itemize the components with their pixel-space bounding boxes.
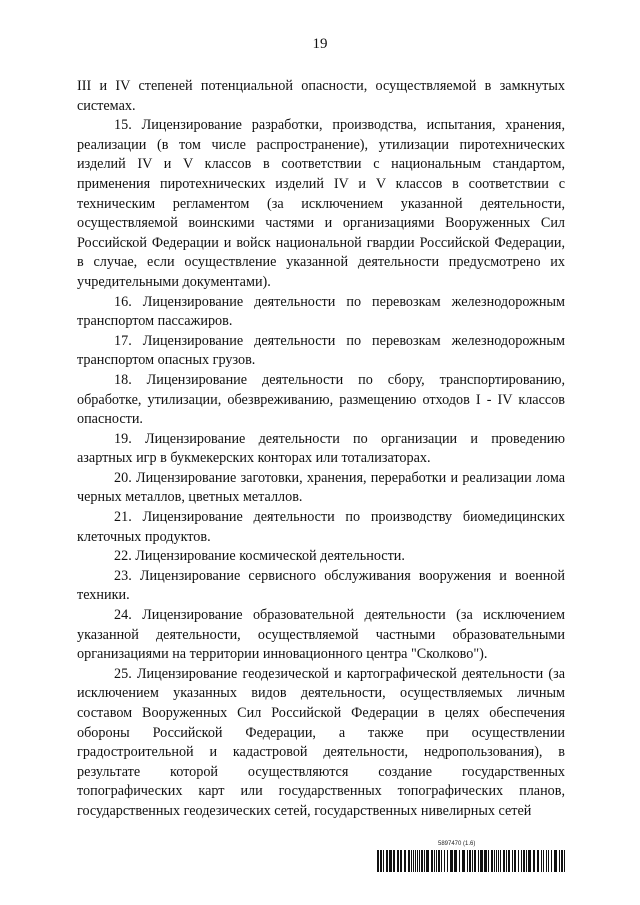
paragraph-item-20: 20. Лицензирование заготовки, хранения, переработки и реализации лома черных металлов, цветных металлов. (77, 469, 565, 506)
paragraph-item-16: 16. Лицензирование деятельности по перевозкам железнодорожным транспортом пассажиров. (77, 293, 565, 330)
paragraph-item-22: 22. Лицензирование космической деятельности. (114, 548, 405, 565)
paragraph-item-15: 15. Лицензирование разработки, производства, испытания, хранения, реализации (в том числе распространение), утилизации пиротехнических изделий IV и V классов в соответствии с национальным стандартом, применения пиротехнических изделий IV и V классов в соответствии с техническим регламентом (за исключением указанной деятельности, осуществляемой воинскими частями и организациями Вооруженных Сил Российской Федерации и войск национальной гвардии Российской Федерации, в случае, если осуществление указанной деятельности предусмотрено их учредительными документами). (77, 117, 565, 290)
document-body (77, 77, 565, 822)
barcode-icon (377, 850, 565, 872)
paragraph-continuation: III и IV степеней потенциальной опасности, осуществляемой в замкнутых системах. (77, 78, 565, 114)
paragraph-item-23: 23. Лицензирование сервисного обслуживания вооружения и военной техники. (77, 567, 565, 604)
page-number: 19 (312, 36, 328, 52)
paragraph-item-21: 21. Лицензирование деятельности по производству биомедицинских клеточных продуктов. (77, 509, 565, 545)
paragraph-item-25: 25. Лицензирование геодезической и картографической деятельности (за исключением указанных видов деятельности, осуществляемых личным составом Вооруженных Сил Российской Федерации в целях обеспечения обороны Российской Федерации, а также при осуществлении градостроительной и кадастровой деятельности, недропользования), в результате которой осуществляются создание государственных топографических карт или государственных топографических планов, государственных геодезических сетей, государственных нивелирных сетей (77, 665, 565, 819)
paragraph-item-18: 18. Лицензирование деятельности по сбору, транспортированию, обработке, утилизации, обезвреживанию, размещению отходов I - IV классов опасности. (77, 371, 565, 428)
document-code: 5897470 (1.6) (438, 841, 476, 847)
paragraph-item-17: 17. Лицензирование деятельности по перевозкам железнодорожным транспортом опасных грузов. (77, 332, 565, 369)
paragraph-item-24: 24. Лицензирование образовательной деятельности (за исключением указанной деятельности, осуществляемой частными образовательными организациями на территории инновационного центра "Сколково"). (77, 607, 565, 663)
paragraph-item-19: 19. Лицензирование деятельности по организации и проведению азартных игр в букмекерских конторах или тотализаторах. (77, 430, 565, 467)
